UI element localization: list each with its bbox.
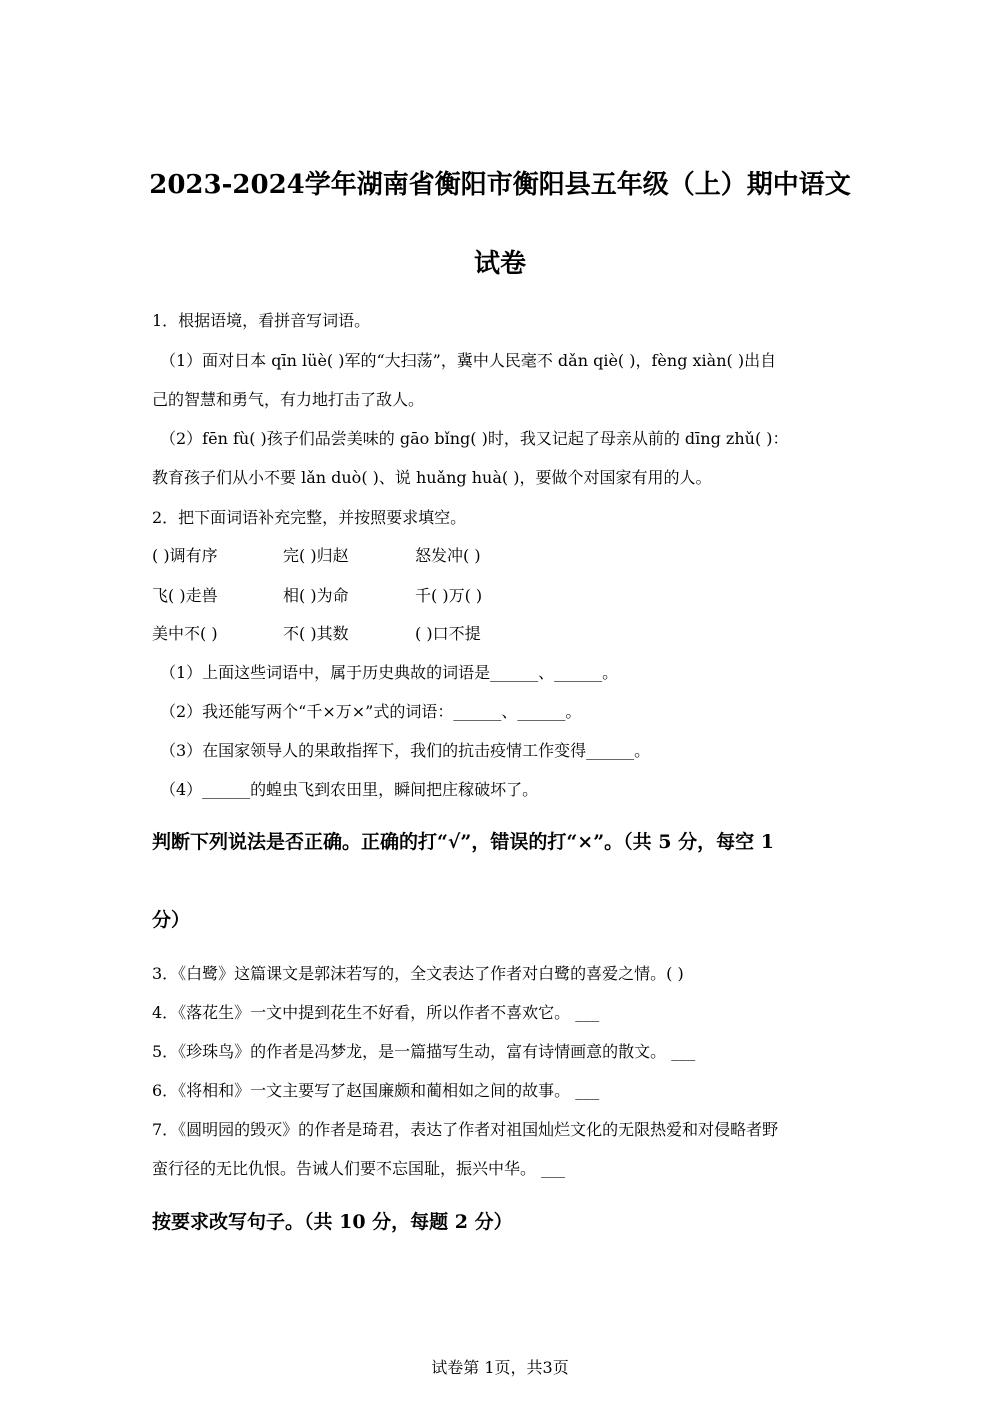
- section-judge-heading-line1: 判断下列说法是否正确。正确的打“√”，错误的打“×”。（共 5 分，每空 1: [152, 831, 774, 853]
- question-4: 4．《落花生》一文中提到花生不好看，所以作者不喜欢它。 ___: [152, 1003, 600, 1022]
- q1-heading: 1．根据语境，看拼音写词语。: [152, 311, 371, 330]
- exam-title-line1: 2023-2024学年湖南省衡阳市衡阳县五年级（上）期中语文: [149, 170, 851, 200]
- q2-sub2: （2）我还能写两个“千×万×”式的词语：______、______。: [160, 702, 582, 721]
- page-footer: 试卷第 1页，共3页: [431, 1358, 569, 1377]
- q1-part2-line1: （2）fēn fù( )孩子们品尝美味的 gāo bǐng( )时，我又记起了母亲从前的 dīng zhǔ( )：: [160, 429, 789, 448]
- idiom-blank: ( )调有序: [152, 546, 218, 565]
- question-7-line1: 7．《圆明园的毁灭》的作者是琦君，表达了作者对祖国灿烂文化的无限热爱和对侵略者野: [152, 1120, 779, 1139]
- exam-title-line2: 试卷: [473, 249, 526, 279]
- question-6: 6．《将相和》一文主要写了赵国廉颇和蔺相如之间的故事。 ___: [152, 1081, 600, 1100]
- idiom-blank: 美中不( ): [152, 624, 218, 643]
- q2-heading: 2．把下面词语补充完整，并按照要求填空。: [152, 508, 467, 527]
- idiom-blank: 怒发冲( ): [415, 546, 481, 565]
- idiom-blank: 飞( )走兽: [152, 586, 218, 605]
- q2-sub3: （3）在国家领导人的果敢指挥下，我们的抗击疫情工作变得______。: [160, 741, 651, 760]
- section-rewrite-heading: 按要求改写句子。（共 10 分，每题 2 分）: [152, 1211, 513, 1233]
- q1-part2-line2: 教育孩子们从小不要 lǎn duò( )、说 huǎng huà( )，要做个对国家有用的人。: [152, 468, 712, 487]
- q2-sub1: （1）上面这些词语中，属于历史典故的词语是______、______。: [160, 663, 619, 682]
- question-7-line2: 蛮行径的无比仇恨。告诫人们要不忘国耻，振兴中华。 ___: [152, 1159, 566, 1178]
- idiom-blank: 相( )为命: [283, 586, 349, 605]
- idiom-blank: 完( )归赵: [283, 546, 349, 565]
- idiom-blank: ( )口不提: [415, 624, 481, 643]
- idiom-blank: 不( )其数: [283, 624, 349, 643]
- idiom-blank: 千( )万( ): [415, 586, 483, 605]
- q2-sub4: （4）______的蝗虫飞到农田里，瞬间把庄稼破坏了。: [160, 780, 539, 799]
- question-5: 5．《珍珠鸟》的作者是冯梦龙，是一篇描写生动，富有诗情画意的散文。 ___: [152, 1042, 696, 1061]
- section-judge-heading-line2: 分）: [152, 909, 191, 931]
- question-3: 3．《白鹭》这篇课文是郭沫若写的，全文表达了作者对白鹭的喜爱之情。( ): [152, 964, 684, 983]
- q1-part1-line1: （1）面对日本 qīn lüè( )军的“大扫荡”，冀中人民毫不 dǎn qiè( )，fèng xiàn( )出自: [160, 351, 777, 370]
- q1-part1-line2: 己的智慧和勇气，有力地打击了敌人。: [152, 390, 425, 409]
